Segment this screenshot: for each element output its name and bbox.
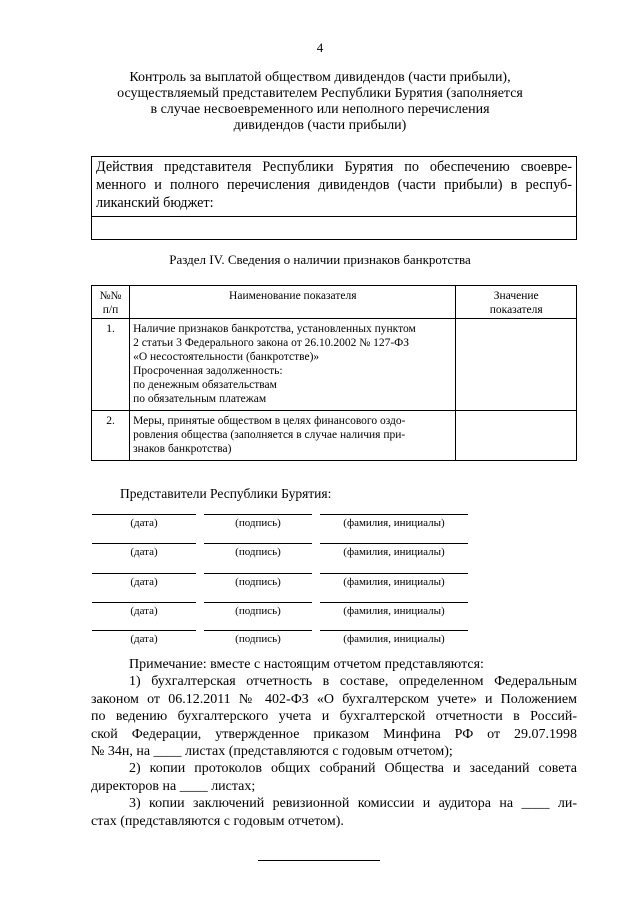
table-header-row <box>92 286 577 319</box>
representatives-title: Представители Республики Бурятия: <box>120 486 332 501</box>
signature-row <box>92 543 472 563</box>
header-number-line: п/п <box>102 304 119 316</box>
note-intro: Примечание: вместе с настоящим отчетом представляются: <box>129 657 484 672</box>
row-line: по денежным обязательствам <box>133 379 277 391</box>
note-line: 1) бухгалтерская отчетность в составе, определенном Федеральным <box>129 674 577 690</box>
actions-text <box>96 158 572 212</box>
signature-name-field[interactable]: (фамилия, инициалы) <box>320 543 468 558</box>
signature-date-field[interactable]: (дата) <box>92 514 196 529</box>
actions-empty-field[interactable] <box>91 216 577 240</box>
note-line: 2) копии протоколов общих собраний Общества и заседаний совета <box>129 761 577 777</box>
signature-row <box>92 514 472 534</box>
note-line: 3) копии заключений ревизионной комиссии и аудитора на ____ ли- <box>129 796 577 812</box>
row-line: по обязательным платежам <box>133 393 267 405</box>
signature-name-field[interactable]: (фамилия, инициалы) <box>320 602 468 617</box>
signature-name-field[interactable]: (фамилия, инициалы) <box>320 573 468 588</box>
row-number: 1. <box>92 319 130 411</box>
heading-line: дивидендов (части прибыли) <box>233 118 407 133</box>
note-line: стах (представляются с годовым отчетом). <box>91 813 344 829</box>
note-item-2 <box>91 760 577 795</box>
signature-row <box>92 573 472 593</box>
page-number: 4 <box>316 40 324 55</box>
heading-line: в случае несвоевременного или неполного перечисления <box>150 102 490 117</box>
footer-divider <box>258 860 380 861</box>
control-heading <box>110 70 530 134</box>
signature-sign-field[interactable]: (подпись) <box>204 573 312 588</box>
row-line: ровления общества (заполняется в случае наличия при- <box>133 429 406 441</box>
signature-date-field[interactable]: (дата) <box>92 602 196 617</box>
note-line: ской Федерации, утвержденное приказом Минфина РФ от 29.07.1998 <box>91 726 577 742</box>
header-value-line: Значение <box>493 290 539 302</box>
row-line: Просроченная задолженность: <box>133 365 283 377</box>
row-line: «О несостоятельности (банкротстве)» <box>133 351 320 363</box>
bankruptcy-indicators-table <box>91 285 577 461</box>
signature-date-field[interactable]: (дата) <box>92 630 196 645</box>
actions-box <box>91 156 577 217</box>
row-number: 2. <box>92 411 130 461</box>
actions-line: менного и полного перечисления дивидендов (части прибыли) в респуб- <box>96 177 572 193</box>
header-number-line: №№ <box>99 290 122 302</box>
actions-line: Действия представителя Республики Бурятия по обеспечению своевре- <box>96 159 572 175</box>
signature-name-field[interactable]: (фамилия, инициалы) <box>320 514 468 529</box>
note-line: законом от 06.12.2011 № 402-ФЗ «О бухгалтерском учете» и Положением <box>91 691 577 707</box>
signature-row <box>92 630 472 650</box>
header-number <box>92 286 130 319</box>
note-item-1 <box>91 673 577 760</box>
row-line: Наличие признаков банкротства, установленных пунктом <box>133 323 416 335</box>
signature-date-field[interactable]: (дата) <box>92 573 196 588</box>
note-line: по ведению бухгалтерского учета и бухгалтерской отчетности в Россий- <box>91 709 577 725</box>
row-name <box>130 411 456 461</box>
row-name <box>130 319 456 411</box>
row-value[interactable] <box>456 319 577 411</box>
signature-sign-field[interactable]: (подпись) <box>204 630 312 645</box>
table-row <box>92 411 577 461</box>
row-value[interactable] <box>456 411 577 461</box>
header-name: Наименование показателя <box>130 286 456 319</box>
row-line: знаков банкротства) <box>133 443 232 455</box>
note-section <box>91 656 577 830</box>
note-line: директоров на ____ листах; <box>91 778 256 794</box>
header-value <box>456 286 577 319</box>
table-row <box>92 319 577 411</box>
heading-line: осуществляемый представителем Республики Бурятия (заполняется <box>117 86 523 101</box>
note-item-3 <box>91 795 577 830</box>
row-line: Меры, принятые обществом в целях финансового оздо- <box>133 415 406 427</box>
signature-name-field[interactable]: (фамилия, инициалы) <box>320 630 468 645</box>
heading-line: Контроль за выплатой обществом дивидендов (части прибыли), <box>129 70 511 85</box>
note-line: № 34н, на ____ листах (представляются с годовым отчетом); <box>91 744 453 760</box>
section-title: Раздел IV. Сведения о наличии признаков банкротства <box>169 252 471 267</box>
signature-row <box>92 602 472 622</box>
signature-sign-field[interactable]: (подпись) <box>204 602 312 617</box>
signature-sign-field[interactable]: (подпись) <box>204 543 312 558</box>
header-value-line: показателя <box>489 304 543 316</box>
actions-line: ликанский бюджет: <box>96 195 214 211</box>
signature-date-field[interactable]: (дата) <box>92 543 196 558</box>
signature-sign-field[interactable]: (подпись) <box>204 514 312 529</box>
row-line: 2 статьи 3 Федерального закона от 26.10.2002 № 127-ФЗ <box>133 337 410 349</box>
